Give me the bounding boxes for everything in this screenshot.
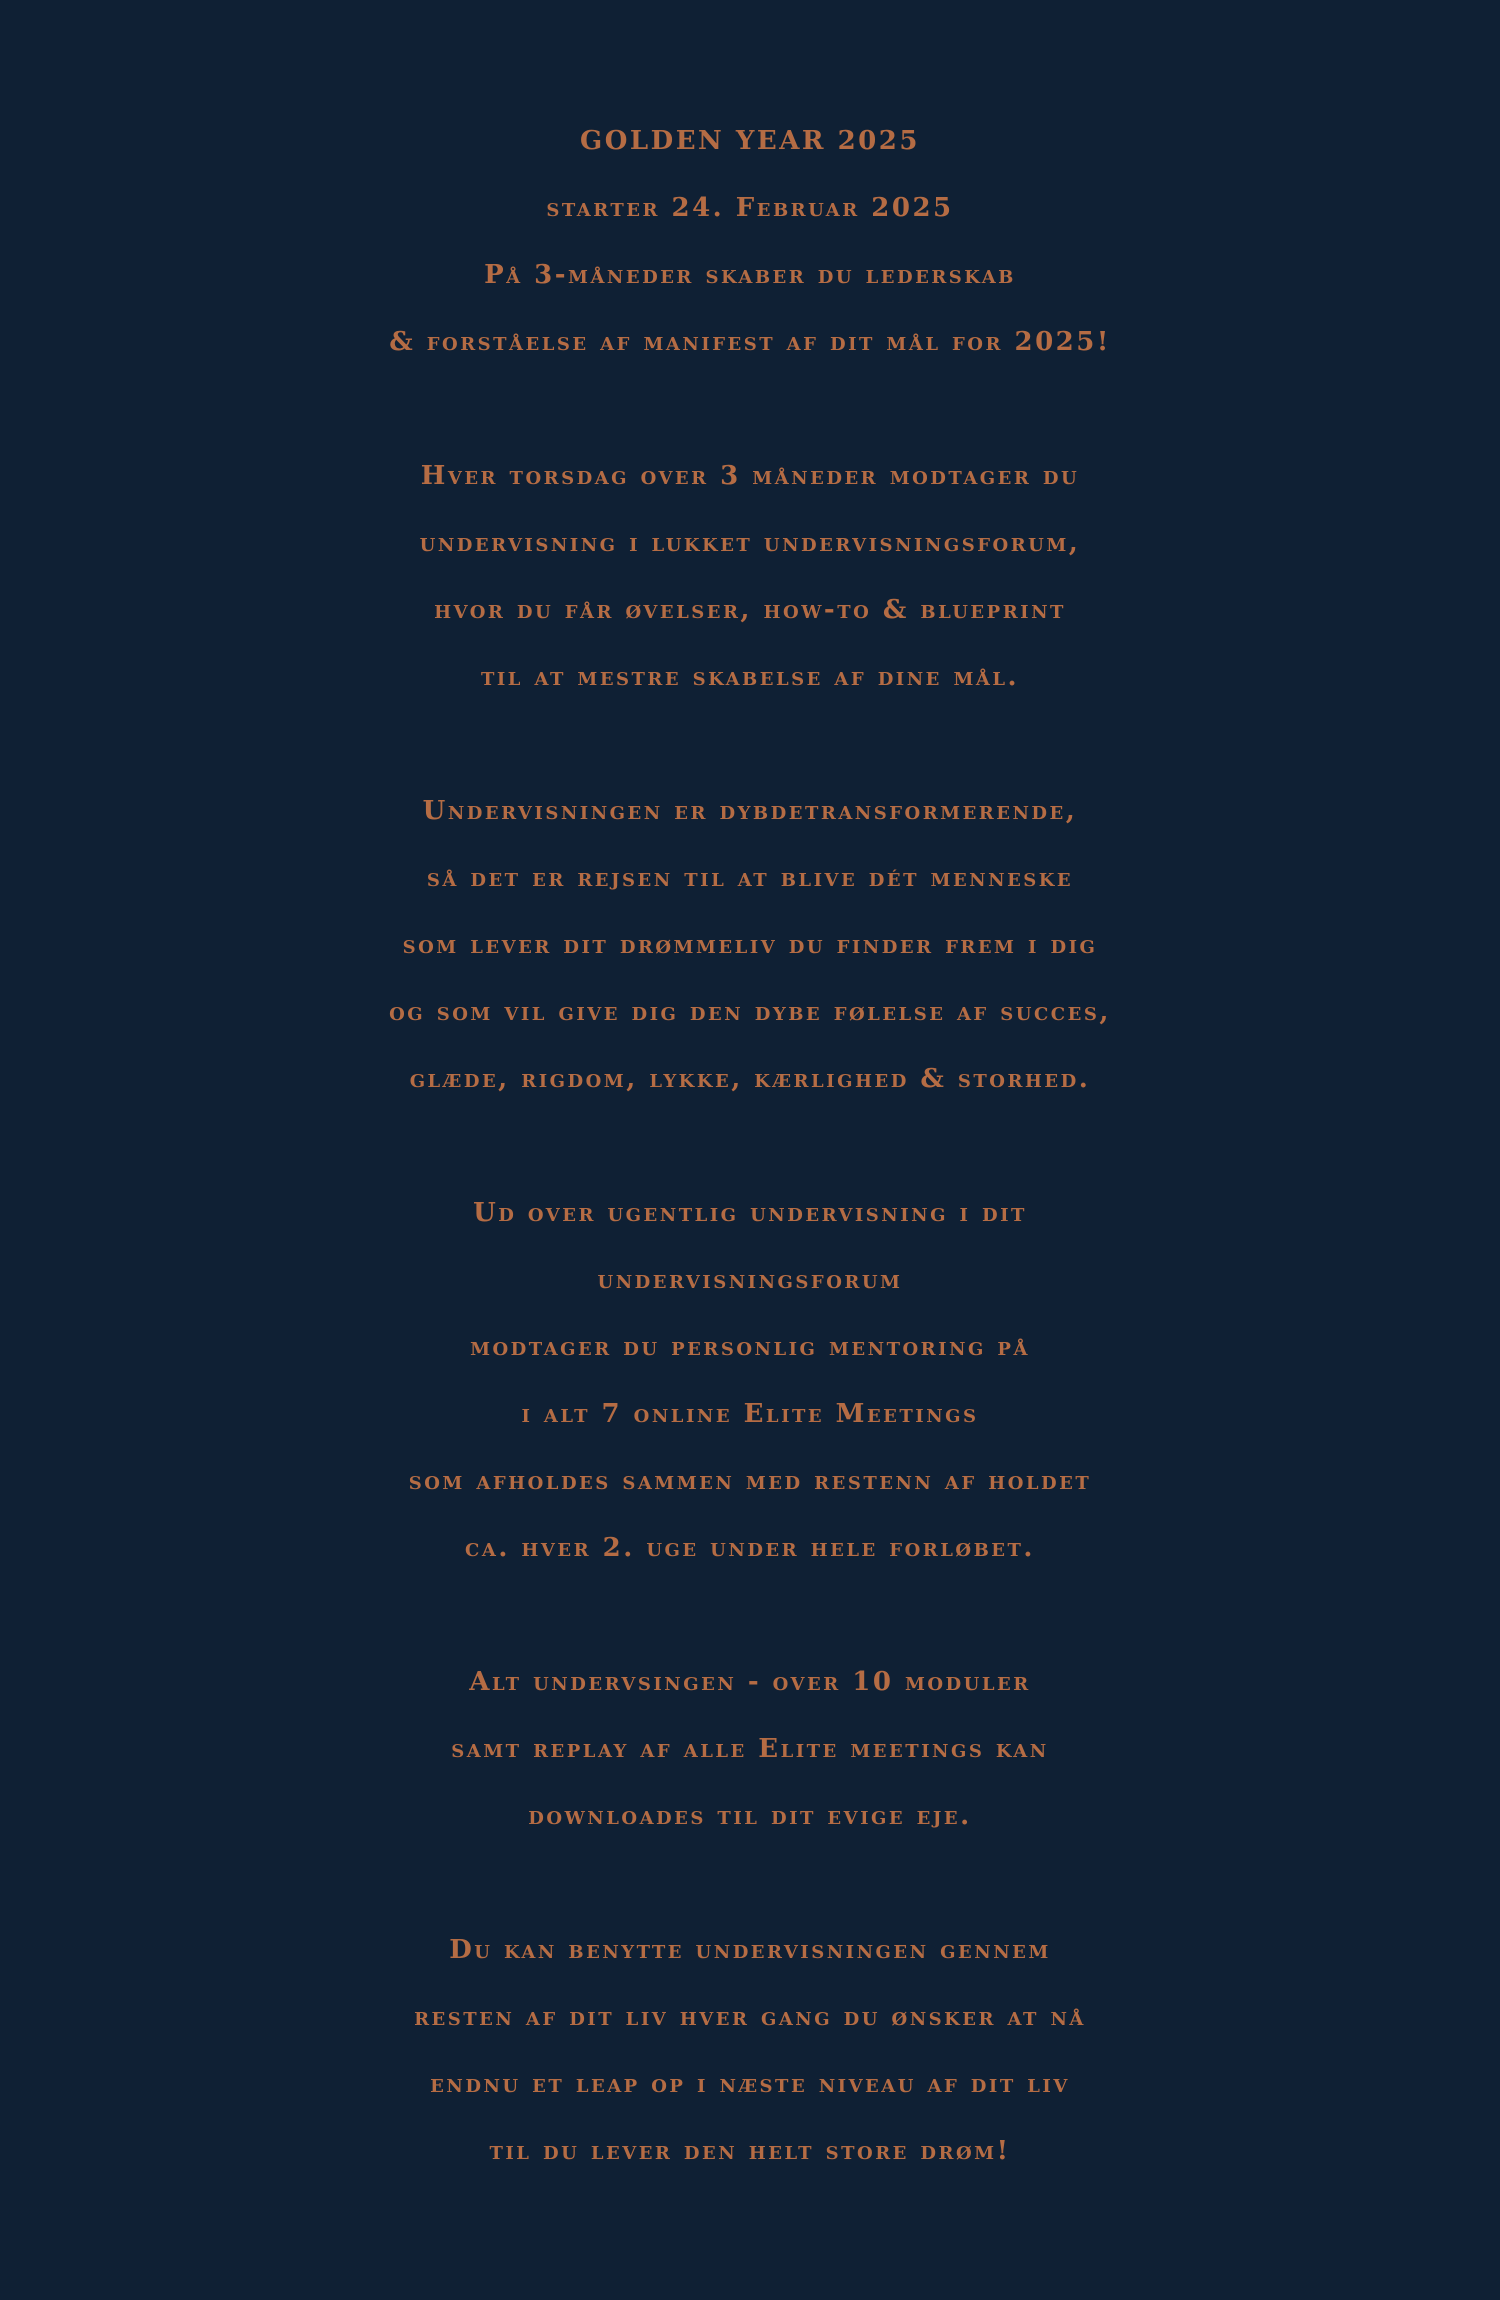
- title-line: GOLDEN YEAR 2025: [580, 126, 920, 156]
- text-line: i alt 7 online Elite Meetings: [521, 1399, 979, 1429]
- start-date-line: starter 24. Februar 2025: [546, 193, 954, 223]
- text-line: som afholdes sammen med restenn af holdet: [408, 1466, 1092, 1496]
- block-lifetime-use: [0, 1917, 1500, 2185]
- text-line: som lever dit drømmeliv du finder frem i dig: [402, 930, 1098, 960]
- text-line: undervisningsforum: [597, 1265, 903, 1295]
- text-line: undervisning i lukket undervisningsforum,: [419, 528, 1081, 558]
- block-intro: [0, 108, 1500, 376]
- text-line: Undervisningen er dybdetransformerende,: [422, 796, 1078, 826]
- block-mentoring: [0, 1180, 1500, 1582]
- text-line: hvor du får øvelser, how-to & blueprint: [434, 595, 1066, 625]
- text-line: resten af dit liv hver gang du ønsker at nå: [414, 2002, 1086, 2032]
- text-line: til at mestre skabelse af dine mål.: [480, 662, 1020, 692]
- text-line: Hver torsdag over 3 måneder modtager du: [420, 461, 1080, 491]
- text-line: glæde, rigdom, lykke, kærlighed & storhed.: [409, 1064, 1091, 1094]
- text-line: så det er rejsen til at blive dét menneske: [426, 863, 1074, 893]
- text-line: Alt undervsingen - over 10 moduler: [469, 1667, 1031, 1697]
- block-weekly-teaching: [0, 443, 1500, 711]
- text-line: Du kan benytte undervisningen gennem: [449, 1935, 1051, 1965]
- text-line: til du lever den helt store drøm!: [489, 2136, 1011, 2166]
- text-line: Ud over ugentlig undervisning i dit: [473, 1198, 1027, 1228]
- block-downloads: [0, 1649, 1500, 1850]
- text-line: ca. hver 2. uge under hele forløbet.: [465, 1533, 1035, 1563]
- text-line: og som vil give dig den dybe følelse af succes,: [389, 997, 1111, 1027]
- text-line: endnu et leap op i næste niveau af dit liv: [430, 2069, 1070, 2099]
- text-line: downloades til dit evige eje.: [528, 1801, 972, 1831]
- text-line: & forståelse af manifest af dit mål for 2025!: [389, 327, 1111, 357]
- text-line: samt replay af alle Elite meetings kan: [451, 1734, 1049, 1764]
- text-line: På 3-måneder skaber du lederskab: [484, 260, 1016, 290]
- text-line: modtager du personlig mentoring på: [470, 1332, 1030, 1362]
- block-transformation: [0, 778, 1500, 1113]
